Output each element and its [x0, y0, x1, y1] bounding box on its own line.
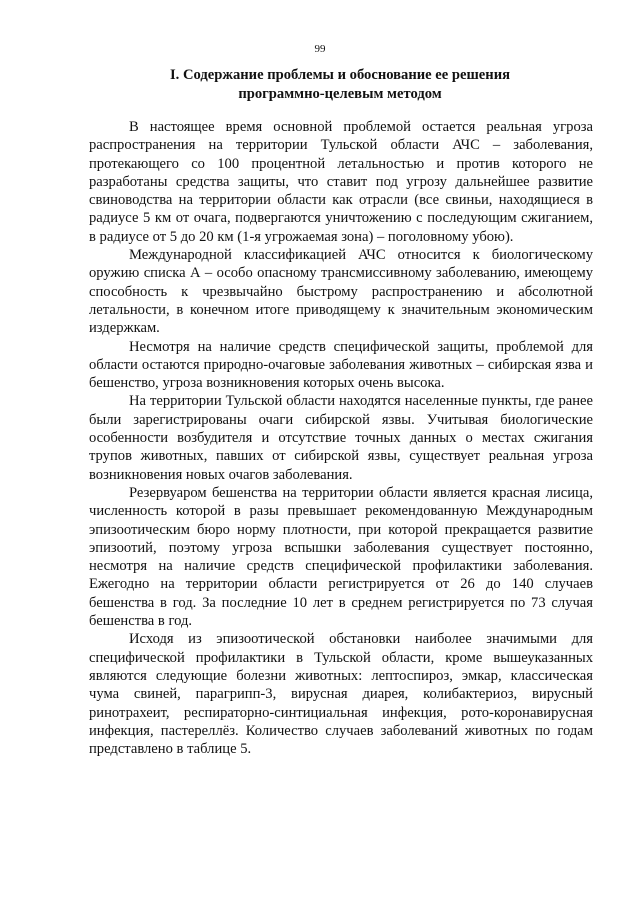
section-title-line-2: программно-целевым методом — [238, 86, 442, 102]
paragraph-1: В настоящее время основной проблемой остается реальная угроза распространения на территории Тульской области АЧС – заболевания, протекающего со 100 процентной летальностью и против которого не разработаны средства защиты, что ставит под угрозу дальнейшее развитие свиноводства на территории области как отрасли (все свиньи, находящиеся в радиусе 5 км от очага, подвергаются уничтожению с последующим сжиганием, в радиусе от 5 до 20 км (1-я угрожаемая зона) – поголовному убою). — [89, 119, 593, 245]
section-title — [100, 66, 580, 104]
paragraph-5: Резервуаром бешенства на территории области является красная лисица, численность которой в разы превышает рекомендованную Международным эпизоотическим бюро норму плотности, при которой прекращается развитие эпизоотий, поэтому угроза вспышки заболевания существует постоянно, несмотря на наличие средств специфической профилактики заболевания. Ежегодно на территории области регистрируется от 26 до 140 случаев бешенства в год. За последние 10 лет в среднем регистрируется по 73 случая бешенства в год. — [89, 484, 593, 630]
page-number: 99 — [314, 43, 326, 55]
paragraph-6: Исходя из эпизоотической обстановки наиболее значимыми для специфической профилактики в Тульской области, кроме вышеуказанных являются следующие болезни животных: лептоспироз, эмкар, классическая чума свиней, парагрипп-3, вирусная диарея, колибактериоз, вирусный ринотрахеит, респираторно-синтициальная инфекция, рото-коронавирусная инфекция, пастереллёз. Количество случаев заболеваний животных по годам представлено в таблице 5. — [89, 631, 593, 758]
body-text — [89, 118, 593, 758]
paragraph-4: На территории Тульской области находятся населенные пункты, где ранее были зарегистрированы очаги сибирской язвы. Учитывая биологические особенности возбудителя и отсутствие точных данных о местах сжигания трупов животных, павших от сибирской язвы, существует реальная угроза возникновения новых очагов заболевания. — [89, 393, 593, 483]
paragraph-3: Несмотря на наличие средств специфической защиты, проблемой для области остаются природно-очаговые заболевания животных – сибирская язва и бешенство, угроза возникновения которых очень высока. — [89, 338, 593, 392]
section-title-line-1: I. Содержание проблемы и обоснование ее решения — [170, 67, 510, 83]
paragraph-2: Международной классификацией АЧС относится к биологическому оружию списка А – особо опасному трансмиссивному заболеванию, имеющему способность к чрезвычайно быстрому распространению и абсолютной летальности, в конечном итоге приводящему к значительным экономическим издержкам. — [89, 247, 593, 337]
